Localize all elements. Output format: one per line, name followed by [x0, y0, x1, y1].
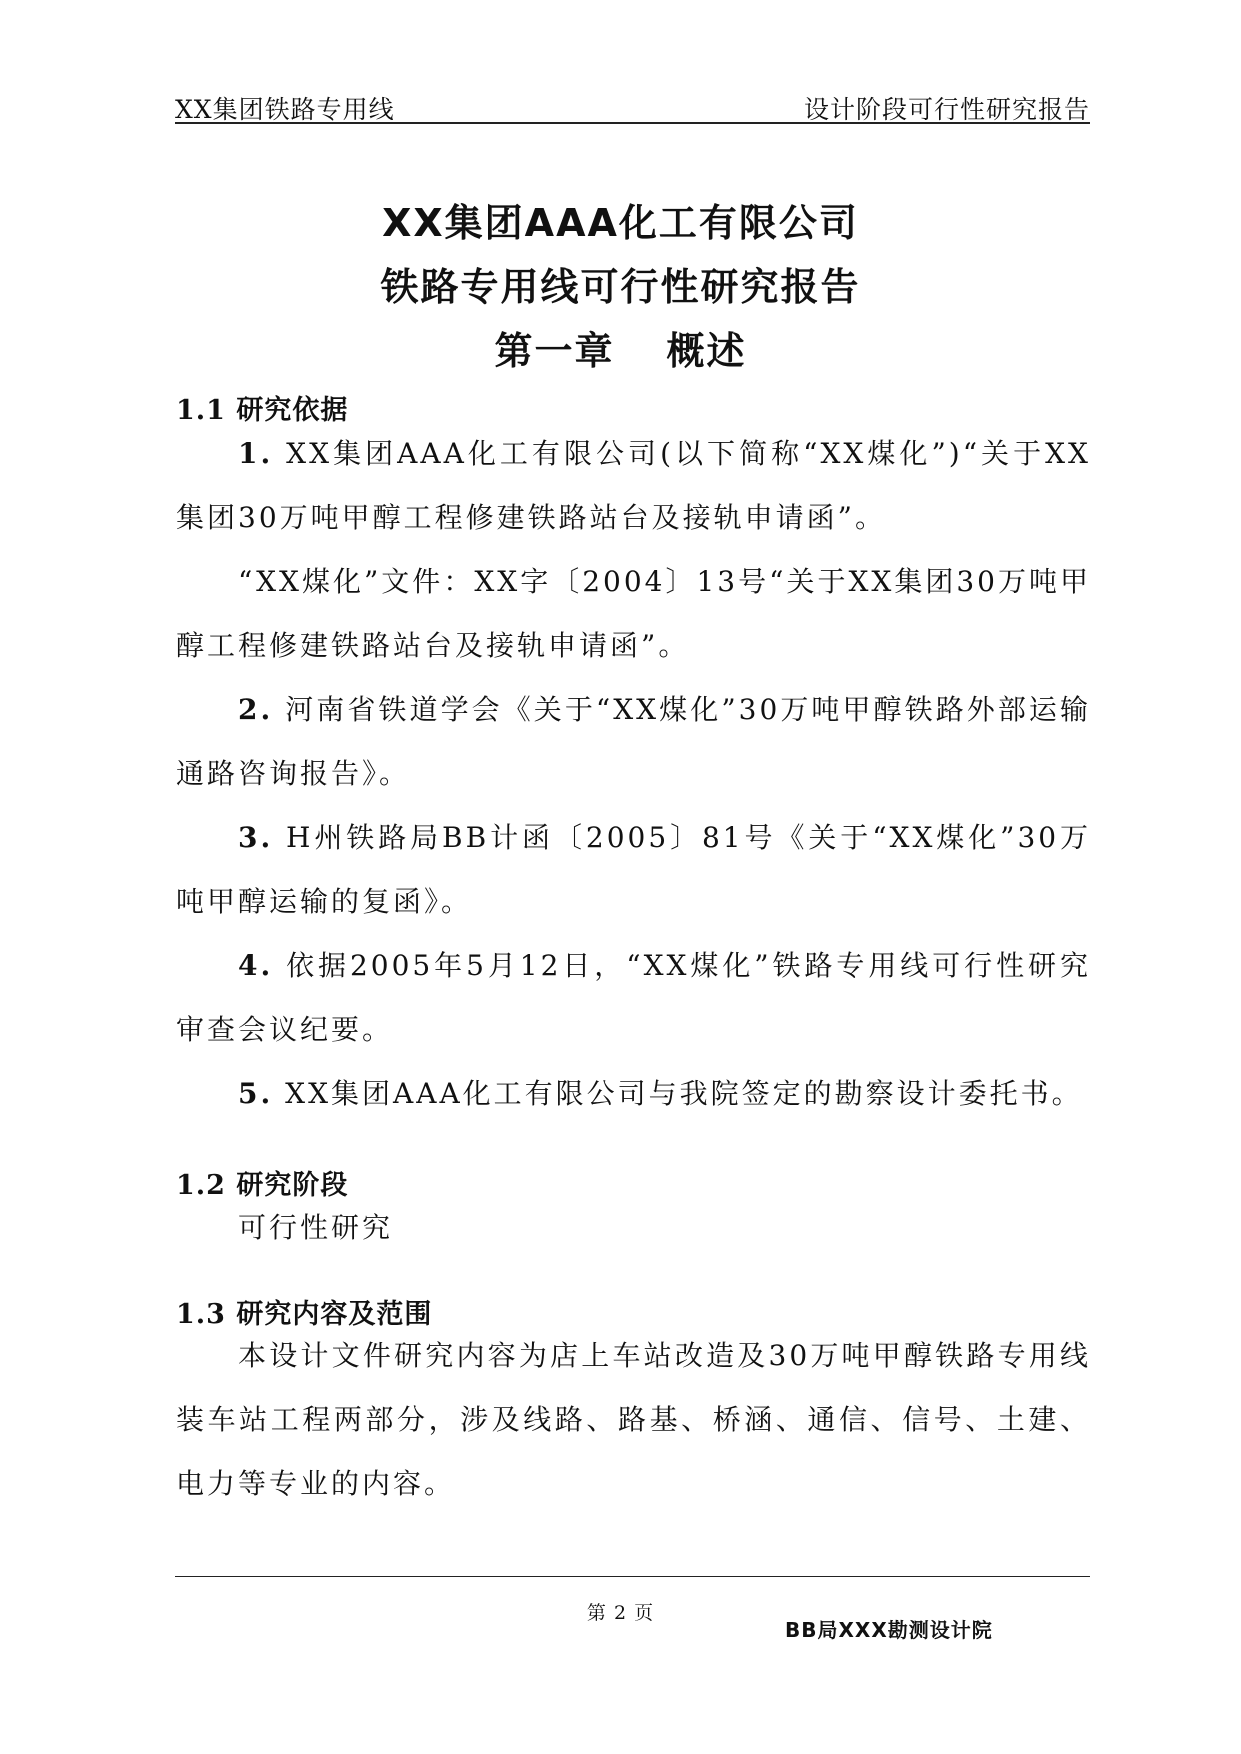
basis-item-4 — [176, 934, 1091, 1062]
item-number: 3. — [238, 821, 274, 854]
institute-name: BB局XXX勘测设计院 — [785, 1618, 993, 1642]
item-number: 4. — [238, 949, 274, 982]
item-text: XX集团AAA化工有限公司(以下简称“XX煤化”)“关于XX集团30万吨甲醇工程修建铁路站台及接轨申请函”。 — [176, 437, 1091, 534]
document-title-line2: 铁路专用线可行性研究报告 — [380, 265, 861, 309]
item-text: “XX煤化”文件：XX字〔2004〕13号“关于XX集团30万吨甲醇工程修建铁路站台及接轨申请函”。 — [176, 565, 1091, 662]
item-text: XX集团AAA化工有限公司与我院签定的勘察设计委托书。 — [273, 1077, 1083, 1110]
item-text: H州铁路局BB计函〔2005〕81号《关于“XX煤化”30万吨甲醇运输的复函》。 — [176, 821, 1091, 918]
item-number: 1. — [238, 437, 274, 470]
basis-item-2 — [176, 678, 1091, 806]
document-title-line1: XX集团AAA化工有限公司 — [382, 201, 859, 245]
item-number: 2. — [238, 693, 274, 726]
item-text: 可行性研究 — [238, 1211, 394, 1244]
basis-item-1-note — [176, 550, 1091, 678]
basis-item-1 — [176, 422, 1091, 550]
chapter-number: 第一章 — [494, 329, 615, 373]
scope-text — [176, 1324, 1091, 1516]
chapter-title — [0, 320, 1241, 375]
page-number: 第 2 页 — [586, 1602, 655, 1624]
item-text: 本设计文件研究内容为店上车站改造及30万吨甲醇铁路专用线装车站工程两部分，涉及线路、路基、桥涵、通信、信号、土建、电力等专业的内容。 — [176, 1339, 1091, 1500]
item-text: 依据2005年5月12日，“XX煤化”铁路专用线可行性研究审查会议纪要。 — [176, 949, 1091, 1046]
section-heading-1-2: 1.2 研究阶段 — [176, 1170, 349, 1201]
section-heading-1-3: 1.3 研究内容及范围 — [176, 1299, 433, 1330]
item-number: 5. — [238, 1077, 274, 1110]
stage-text — [176, 1196, 1091, 1260]
chapter-name: 概述 — [666, 329, 747, 373]
basis-item-5 — [176, 1062, 1091, 1126]
header-report-name: 设计阶段可行性研究报告 — [803, 95, 1090, 124]
item-text: 河南省铁道学会《关于“XX煤化”30万吨甲醇铁路外部运输通路咨询报告》。 — [176, 693, 1091, 790]
footer-divider — [175, 1576, 1090, 1577]
basis-item-3 — [176, 806, 1091, 934]
page-header — [175, 86, 1090, 124]
header-project-name: XX集团铁路专用线 — [175, 95, 395, 124]
section-heading-1-1: 1.1 研究依据 — [176, 395, 349, 426]
